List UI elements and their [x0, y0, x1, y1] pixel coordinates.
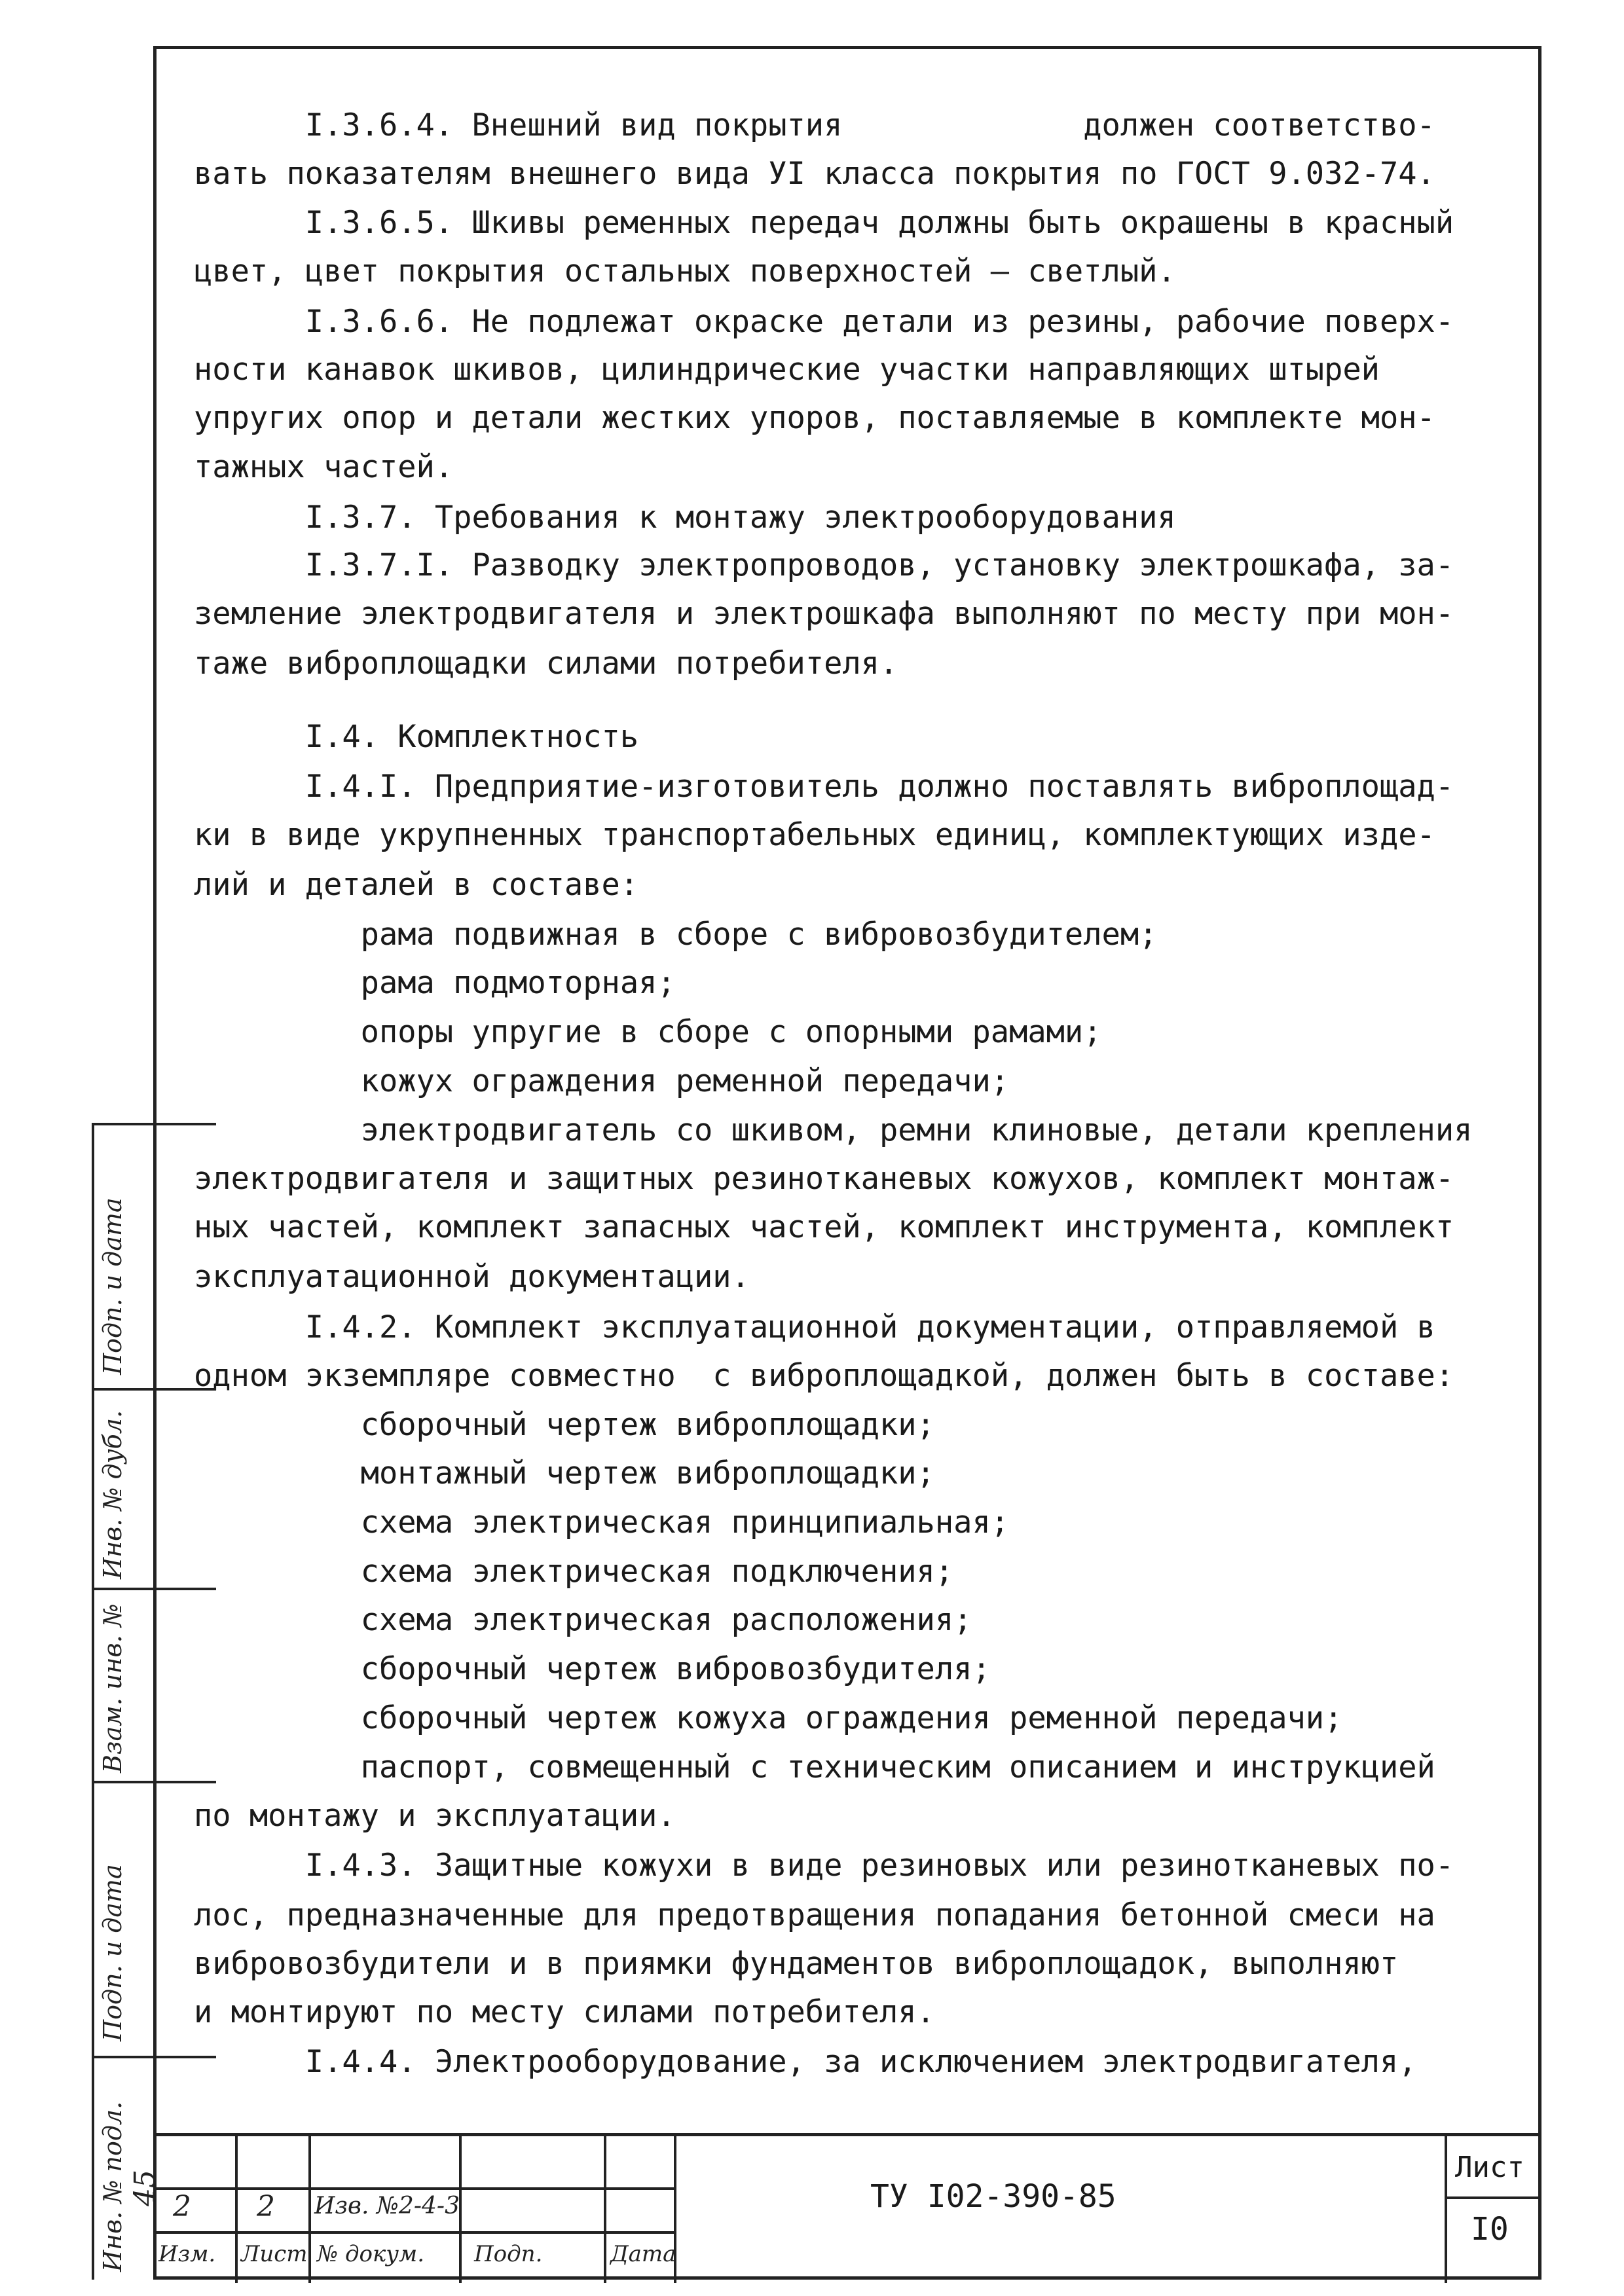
text-line: I.4.I. Предприятие-изготовитель должно поставлять виброплощад- [194, 769, 1454, 805]
side-label-podp-data-2: Подп. и дата [98, 1197, 127, 1375]
side-divider [92, 1123, 216, 1125]
stamp-header-izm: Изм. [158, 2241, 216, 2267]
text-line: земление электродвигателя и электрошкафа выполняют по месту при мон- [194, 596, 1454, 632]
text-line: монтажный чертеж виброплощадки; [194, 1455, 935, 1491]
text-line: вибровозбудители и в приямки фундаментов виброплощадок, выполняют [194, 1946, 1399, 1982]
sheet-label: Лист [1455, 2151, 1524, 2184]
text-line: одном экземпляре совместно с виброплощадкой, должен быть в составе: [194, 1358, 1454, 1394]
text-line: по монтажу и эксплуатации. [194, 1798, 676, 1834]
text-line: I.3.6.6. Не подлежат окраске детали из резины, рабочие поверх- [194, 304, 1454, 340]
side-label-inv-podl: Инв. № подл. [98, 2101, 127, 2272]
text-line: I.4. Комплектность [194, 719, 639, 755]
side-divider [92, 1388, 216, 1391]
stamp-header-date: Дата [610, 2241, 676, 2267]
stamp-list-value: 2 [257, 2190, 275, 2223]
text-line: I.3.7.I. Разводку электропроводов, установку электрошкафа, за- [194, 547, 1454, 583]
side-handwritten-note: 45 [128, 2170, 162, 2206]
sheet-number: I0 [1471, 2211, 1509, 2248]
text-line: электродвигатель со шкивом, ремни клиновые, детали крепления [194, 1112, 1473, 1148]
side-label-vzam-inv: Взам. инв. № [98, 1603, 127, 1773]
text-line: сборочный чертеж виброплощадки; [194, 1407, 935, 1443]
stamp-doc-value: Изв. №2-4-3 [314, 2193, 460, 2219]
text-line: I.4.4. Электрооборудование, за исключением электродвигателя, [194, 2044, 1417, 2080]
text-line: тажных частей. [194, 449, 454, 485]
text-line: схема электрическая подключения; [194, 1554, 954, 1590]
document-code: ТУ I02-390-85 [870, 2178, 1116, 2215]
text-line: ных частей, комплект запасных частей, комплект инструмента, комплект [194, 1209, 1454, 1245]
stamp-header-sign: Подп. [474, 2241, 543, 2267]
text-line: схема электрическая принципиальная; [194, 1504, 1010, 1540]
text-line: I.3.6.4. Внешний вид покрытия должен соответство- [194, 107, 1435, 143]
text-line: сборочный чертеж кожуха ограждения ременной передачи; [194, 1700, 1343, 1736]
text-line: I.4.3. Защитные кожухи в виде резиновых или резинотканевых по- [194, 1848, 1454, 1884]
text-line: упругих опор и детали жестких упоров, поставляемые в комплекте мон- [194, 400, 1435, 436]
side-divider [92, 1588, 216, 1590]
side-label-inv-dubl: Инв. № дубл. [98, 1410, 127, 1579]
text-line: и монтируют по месту силами потребителя. [194, 1994, 935, 2030]
stamp-header-list: Лист [241, 2241, 308, 2267]
text-line: рама подмоторная; [194, 965, 676, 1001]
title-block [153, 2133, 1541, 2280]
side-divider [92, 2056, 216, 2058]
text-line: лос, предназначенные для предотвращения попадания бетонной смеси на [194, 1897, 1435, 1933]
text-line: эксплуатационной документации. [194, 1259, 750, 1295]
text-line: ки в виде укрупненных транспортабельных единиц, комплектующих изде- [194, 817, 1435, 853]
text-line: ности канавок шкивов, цилиндрические участки направляющих штырей [194, 352, 1380, 388]
text-line: рама подвижная в сборе с вибровозбудителем; [194, 917, 1158, 953]
text-line: схема электрическая расположения; [194, 1602, 972, 1638]
text-line: цвет, цвет покрытия остальных поверхностей – светлый. [194, 253, 1176, 289]
text-line: опоры упругие в сборе с опорными рамами; [194, 1014, 1102, 1050]
side-label-podp-data: Подп. и дата [98, 1864, 127, 2041]
stamp-header-doc: № докум. [317, 2241, 425, 2267]
text-line: паспорт, совмещенный с техническим описанием и инструкцией [194, 1749, 1435, 1785]
text-line: вать показателям внешнего вида УI класса покрытия по ГОСТ 9.032-74. [194, 156, 1435, 192]
text-line: I.3.7. Требования к монтажу электрооборудования [194, 500, 1176, 536]
text-line: кожух ограждения ременной передачи; [194, 1063, 1010, 1099]
side-divider [92, 1781, 216, 1783]
text-line: лий и деталей в составе: [194, 867, 639, 903]
text-line: I.3.6.5. Шкивы ременных передач должны быть окрашены в красный [194, 205, 1454, 241]
text-line: электродвигателя и защитных резинотканевых кожухов, комплект монтаж- [194, 1161, 1454, 1197]
text-line: таже виброплощадки силами потребителя. [194, 646, 898, 682]
stamp-izm-value: 2 [173, 2190, 191, 2223]
text-line: I.4.2. Комплект эксплуатационной документации, отправляемой в [194, 1309, 1435, 1345]
text-line: сборочный чертеж вибровозбудителя; [194, 1651, 991, 1687]
